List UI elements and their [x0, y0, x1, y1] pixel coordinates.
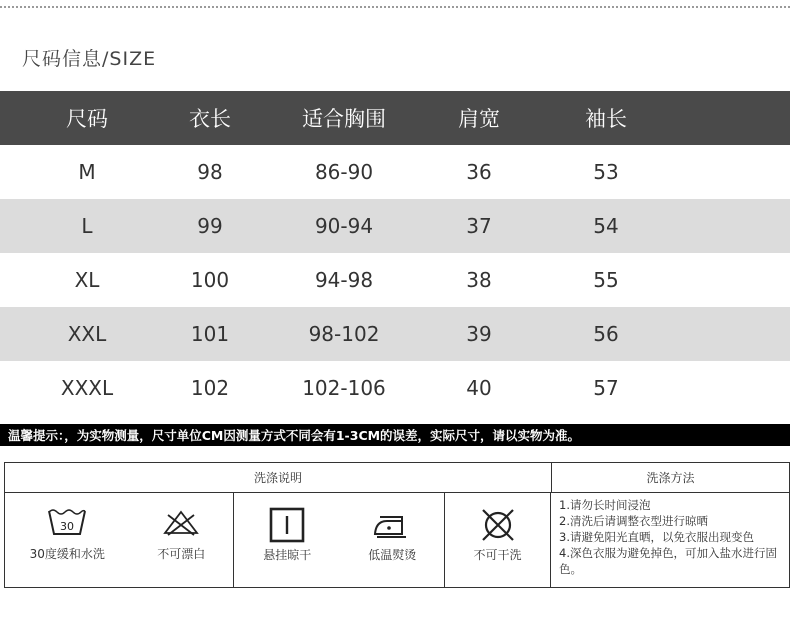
cell-size: XL: [74, 268, 100, 292]
care-label: 不可干洗: [473, 548, 522, 562]
header-shoulder: 肩宽: [458, 107, 500, 131]
dotted-divider: [0, 6, 790, 8]
care-body-row: [5, 493, 789, 587]
table-row: [0, 199, 790, 253]
cell-length: 99: [197, 214, 223, 238]
cell-chest: 86-90: [314, 160, 374, 184]
hang-dry-icon: [267, 507, 307, 543]
method-item: 4.深色衣服为避免掉色，可加入盐水进行固色。: [559, 546, 777, 576]
wash-temp-text: 30: [60, 520, 75, 533]
care-label: 低温熨烫: [368, 548, 417, 562]
cell-sleeve: 56: [593, 322, 619, 346]
care-item-iron: [341, 493, 445, 587]
care-group-wash: [5, 493, 234, 587]
care-method-header: 洗涤方法: [646, 471, 695, 485]
cell-size: L: [81, 214, 93, 238]
cell-length: 98: [197, 160, 223, 184]
table-row: [0, 307, 790, 361]
care-group-dryclean: [445, 493, 551, 587]
cell-shoulder: 37: [466, 214, 492, 238]
header-size: 尺码: [66, 107, 108, 131]
care-label: 30度缓和水洗: [29, 547, 105, 561]
care-label: 悬挂晾干: [263, 548, 312, 562]
method-item: 3.请避免阳光直晒，以免衣服出现变色: [559, 530, 754, 544]
no-dry-clean-icon: [478, 507, 518, 543]
care-instructions-header: 洗涤说明: [5, 463, 552, 492]
header-chest: 适合胸围: [302, 107, 386, 131]
no-bleach-icon: [161, 507, 201, 537]
care-header-row: [5, 463, 789, 493]
page-title: 尺码信息/SIZE: [22, 48, 157, 70]
header-length: 衣长: [189, 107, 231, 131]
cell-shoulder: 38: [466, 268, 492, 292]
cell-size: XXL: [67, 322, 107, 346]
cell-chest: 102-106: [302, 376, 386, 400]
cell-size: XXXL: [60, 376, 114, 400]
cell-chest: 94-98: [314, 268, 374, 292]
care-label: 不可漂白: [157, 547, 206, 561]
cell-shoulder: 39: [466, 322, 492, 346]
care-item-bleach: [129, 493, 233, 587]
table-row: [0, 145, 790, 199]
care-item-wash: [5, 493, 129, 587]
care-item-dry: [234, 493, 341, 587]
method-item: 2.清洗后请调整衣型进行晾晒: [559, 514, 708, 528]
notice-bar: 温馨提示：，为实物测量，尺寸单位CM因测量方式不同会有1-3CM的误差，实际尺寸，请以实物为准。: [0, 424, 790, 446]
cell-length: 101: [190, 322, 230, 346]
cell-sleeve: 54: [593, 214, 619, 238]
header-sleeve: 袖长: [585, 107, 627, 131]
cell-shoulder: 36: [466, 160, 492, 184]
cell-sleeve: 55: [593, 268, 619, 292]
method-item: 1.请勿长时间浸泡: [559, 498, 651, 512]
care-item-dryclean: [445, 493, 550, 587]
care-methods: [551, 493, 789, 587]
care-group-dry: [234, 493, 445, 587]
cell-shoulder: 40: [466, 376, 492, 400]
wash-30-icon: [47, 507, 87, 537]
cell-length: 102: [190, 376, 230, 400]
cell-size: M: [78, 160, 96, 184]
table-row: [0, 361, 790, 415]
size-table: [0, 91, 790, 415]
cell-chest: 90-94: [314, 214, 374, 238]
cell-length: 100: [190, 268, 230, 292]
cell-sleeve: 53: [593, 160, 619, 184]
cell-sleeve: 57: [593, 376, 619, 400]
low-iron-icon: [372, 507, 412, 543]
care-table: [4, 462, 790, 588]
table-header-row: [0, 91, 790, 145]
cell-chest: 98-102: [308, 322, 380, 346]
table-row: [0, 253, 790, 307]
